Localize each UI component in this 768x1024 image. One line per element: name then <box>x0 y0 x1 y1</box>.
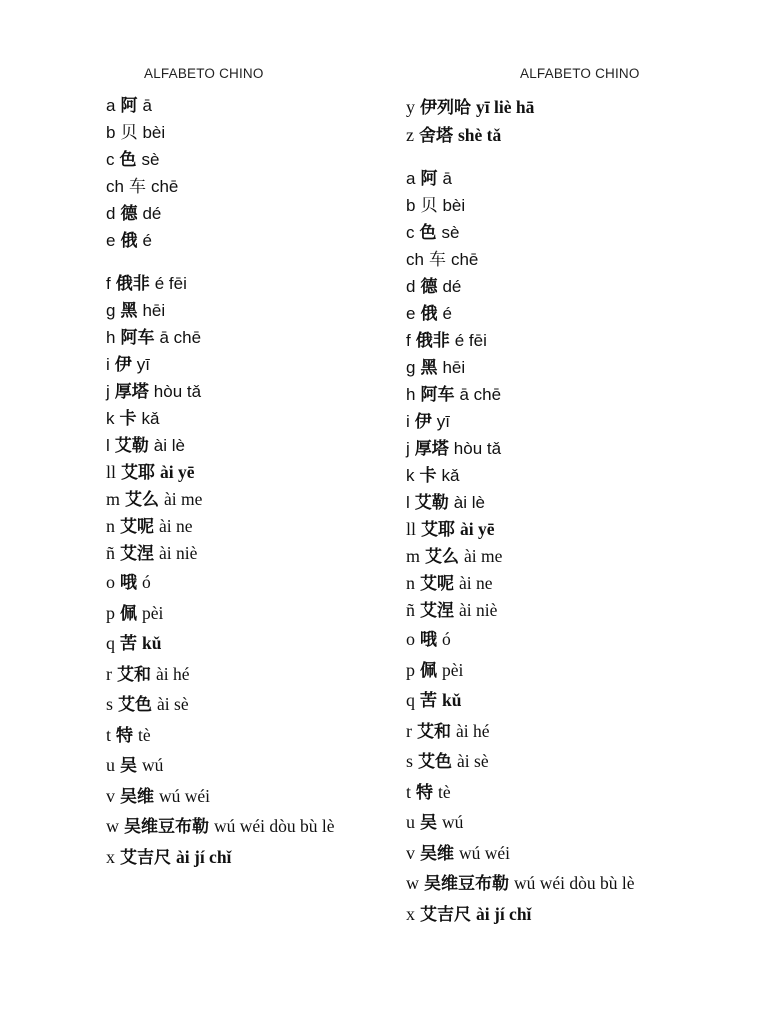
row-chinese-characters: 俄非 <box>115 274 150 294</box>
row-letter: s <box>406 751 414 771</box>
alphabet-row <box>406 381 706 408</box>
row-letter: l <box>406 493 410 512</box>
alphabet-row <box>406 92 706 122</box>
row-chinese-characters: 伊列哈 <box>420 98 471 118</box>
row-chinese-characters: 俄非 <box>415 331 450 351</box>
row-letter: q <box>106 633 115 653</box>
row-pinyin: hòu tǎ <box>453 439 502 458</box>
row-pinyin: wú wéi dòu bù lè <box>514 873 635 893</box>
row-chinese-characters: 色 <box>119 150 137 170</box>
row-chinese-characters: 俄 <box>120 231 138 251</box>
row-pinyin: é fēi <box>454 331 487 350</box>
alphabet-row <box>106 628 396 659</box>
row-letter: h <box>106 328 116 347</box>
row-letter: j <box>106 382 110 401</box>
alphabet-row <box>106 173 396 200</box>
row-pinyin: chē <box>450 250 479 269</box>
row-letter: t <box>406 781 412 802</box>
row-pinyin: ài hé <box>456 720 490 741</box>
row-pinyin: kǎ <box>141 409 160 428</box>
alphabet-row <box>106 405 396 432</box>
alphabet-row <box>406 354 706 381</box>
row-letter: n <box>406 573 415 593</box>
row-chinese-characters: 艾色 <box>418 752 453 772</box>
row-letter: ch <box>406 250 424 269</box>
row-letter: m <box>406 546 421 566</box>
right-title: ALFABETO CHINO <box>520 66 640 81</box>
row-letter: g <box>406 358 416 377</box>
row-letter: s <box>106 694 114 714</box>
row-letter: h <box>406 385 416 404</box>
row-chinese-characters: 车 <box>128 177 146 197</box>
row-chinese-characters: 苦 <box>420 691 437 711</box>
row-chinese-characters: 卡 <box>419 466 437 486</box>
row-chinese-characters: 吴维 <box>420 843 454 864</box>
row-pinyin: tè <box>438 781 451 802</box>
alphabet-row <box>406 777 706 808</box>
row-pinyin: hēi <box>442 358 466 377</box>
alphabet-row <box>106 119 396 146</box>
row-letter: b <box>406 196 416 215</box>
row-letter: y <box>406 97 415 117</box>
row-chinese-characters: 吴维豆布勒 <box>424 874 509 894</box>
row-letter: ñ <box>106 543 115 563</box>
row-chinese-characters: 阿 <box>120 96 138 116</box>
row-chinese-characters: 艾和 <box>117 664 151 685</box>
row-letter: o <box>106 572 115 592</box>
row-letter: p <box>106 602 115 623</box>
row-pinyin: pèi <box>442 659 464 680</box>
row-pinyin: bèi <box>142 123 166 142</box>
row-chinese-characters: 俄 <box>420 304 438 324</box>
row-chinese-characters: 厚塔 <box>414 439 449 459</box>
alphabet-row <box>406 624 706 655</box>
alphabet-row <box>106 750 396 781</box>
row-chinese-characters: 德 <box>420 277 438 297</box>
row-letter: z <box>406 125 414 145</box>
alphabet-row <box>406 597 706 624</box>
row-pinyin: ài jí chǐ <box>176 846 232 867</box>
row-chinese-characters: 厚塔 <box>114 382 149 402</box>
row-chinese-characters: 贝 <box>420 196 438 216</box>
row-chinese-characters: 艾耶 <box>121 463 156 483</box>
row-pinyin: sè <box>441 223 460 242</box>
row-chinese-characters: 吴维豆布勒 <box>124 817 209 837</box>
alphabet-row <box>406 327 706 354</box>
row-letter: p <box>406 659 415 680</box>
row-pinyin: é <box>142 231 152 250</box>
row-letter: ch <box>106 177 124 196</box>
alphabet-row <box>106 378 396 405</box>
alphabet-row <box>106 270 396 297</box>
alphabet-row <box>406 807 706 838</box>
row-chinese-characters: 特 <box>116 725 134 746</box>
row-chinese-characters: 卡 <box>119 409 137 429</box>
row-letter: i <box>106 355 110 374</box>
row-chinese-characters: 贝 <box>120 123 138 143</box>
row-pinyin: wú wéi <box>459 842 511 863</box>
row-pinyin: yī <box>436 412 451 431</box>
alphabet-row <box>106 459 396 486</box>
row-pinyin: chē <box>150 177 179 196</box>
row-pinyin: ài jí chǐ <box>476 903 532 924</box>
row-chinese-characters: 色 <box>419 223 437 243</box>
row-pinyin: hòu tǎ <box>153 382 202 401</box>
row-letter: n <box>106 516 115 536</box>
row-chinese-characters: 车 <box>428 250 446 270</box>
alphabet-row <box>106 567 396 598</box>
row-pinyin: ó <box>142 572 151 592</box>
row-pinyin: ài sè <box>457 751 489 771</box>
row-chinese-characters: 艾涅 <box>420 601 454 621</box>
row-pinyin: shè tǎ <box>458 125 502 145</box>
row-pinyin: ài yē <box>160 462 195 482</box>
alphabet-row <box>406 435 706 462</box>
row-chinese-characters: 佩 <box>420 660 437 681</box>
row-letter: v <box>406 842 415 863</box>
row-pinyin: hēi <box>142 301 166 320</box>
alphabet-row <box>406 543 706 570</box>
row-pinyin: kǔ <box>442 690 462 710</box>
row-pinyin: dé <box>442 277 462 296</box>
alphabet-row <box>106 540 396 567</box>
row-chinese-characters: 吴 <box>120 756 137 776</box>
row-pinyin: ó <box>442 629 451 649</box>
row-pinyin: bèi <box>442 196 466 215</box>
alphabet-row <box>406 570 706 597</box>
row-letter: j <box>406 439 410 458</box>
row-chinese-characters: 艾么 <box>425 547 460 567</box>
alphabet-row <box>406 655 706 686</box>
alphabet-row <box>406 462 706 489</box>
row-chinese-characters: 阿车 <box>120 328 155 348</box>
row-chinese-characters: 伊 <box>414 412 432 432</box>
row-letter: e <box>406 304 416 323</box>
row-chinese-characters: 艾呢 <box>120 517 154 537</box>
row-letter: w <box>406 873 419 893</box>
alphabet-row <box>106 811 396 842</box>
row-chinese-characters: 艾么 <box>125 490 160 510</box>
row-chinese-characters: 阿 <box>420 169 438 189</box>
row-chinese-characters: 苦 <box>120 634 137 654</box>
alphabet-row <box>406 408 706 435</box>
row-chinese-characters: 阿车 <box>420 385 455 405</box>
alphabet-row <box>406 489 706 516</box>
row-letter: u <box>406 812 415 832</box>
row-letter: a <box>106 96 116 115</box>
row-pinyin: ā chē <box>159 328 202 347</box>
alphabet-row <box>106 432 396 459</box>
row-letter: k <box>106 409 115 428</box>
row-pinyin: ài niè <box>159 543 198 563</box>
row-chinese-characters: 舍塔 <box>419 126 453 146</box>
row-chinese-characters: 艾吉尺 <box>420 904 471 925</box>
row-letter: k <box>406 466 415 485</box>
alphabet-row <box>106 146 396 173</box>
alphabet-row <box>406 192 706 219</box>
row-letter: f <box>406 331 411 350</box>
alphabet-row <box>406 300 706 327</box>
alphabet-row <box>406 685 706 716</box>
alphabet-row <box>106 659 396 690</box>
row-letter: t <box>106 724 112 745</box>
alphabet-row <box>106 351 396 378</box>
row-letter: r <box>106 663 112 684</box>
row-pinyin: ài sè <box>157 694 189 714</box>
row-chinese-characters: 哦 <box>120 573 137 593</box>
left-title: ALFABETO CHINO <box>144 66 264 81</box>
alphabet-row <box>406 165 706 192</box>
row-pinyin: pèi <box>142 602 164 623</box>
row-pinyin: ài lè <box>153 436 185 455</box>
row-pinyin: ài me <box>164 489 203 509</box>
row-chinese-characters: 艾色 <box>118 695 153 715</box>
row-pinyin: ā <box>442 169 452 188</box>
alphabet-row <box>106 297 396 324</box>
row-chinese-characters: 佩 <box>120 603 137 624</box>
row-pinyin: é <box>442 304 452 323</box>
alphabet-row <box>406 899 706 930</box>
alphabet-row <box>106 200 396 227</box>
alphabet-row <box>106 720 396 751</box>
alphabet-row <box>406 219 706 246</box>
row-letter: g <box>106 301 116 320</box>
row-pinyin: kǎ <box>441 466 460 485</box>
row-chinese-characters: 哦 <box>420 630 437 650</box>
row-letter: w <box>106 816 119 836</box>
row-chinese-characters: 黑 <box>420 358 438 378</box>
row-pinyin: sè <box>141 150 160 169</box>
row-pinyin: wú <box>442 812 464 832</box>
row-chinese-characters: 艾涅 <box>120 544 154 564</box>
row-pinyin: yī liè hā <box>476 97 535 117</box>
alphabet-row <box>106 486 396 513</box>
row-pinyin: wú wéi <box>159 785 211 806</box>
row-letter: u <box>106 755 115 775</box>
row-letter: c <box>406 223 415 242</box>
alphabet-row <box>406 868 706 899</box>
row-pinyin: ài hé <box>156 663 190 684</box>
row-pinyin: ā chē <box>459 385 502 404</box>
alphabet-row <box>406 746 706 777</box>
alphabet-row <box>106 227 396 270</box>
alphabet-row <box>406 273 706 300</box>
alphabet-row <box>406 716 706 747</box>
right-column <box>406 92 706 929</box>
row-chinese-characters: 德 <box>120 204 138 224</box>
row-chinese-characters: 艾勒 <box>114 436 149 456</box>
row-chinese-characters: 吴 <box>420 813 437 833</box>
row-chinese-characters: 艾吉尺 <box>120 847 171 868</box>
row-letter: i <box>406 412 410 431</box>
row-pinyin: é fēi <box>154 274 187 293</box>
row-chinese-characters: 伊 <box>114 355 132 375</box>
row-pinyin: dé <box>142 204 162 223</box>
row-letter: ñ <box>406 600 415 620</box>
row-pinyin: kǔ <box>142 633 162 653</box>
row-letter: f <box>106 274 111 293</box>
alphabet-row <box>106 513 396 540</box>
alphabet-row <box>406 516 706 543</box>
row-letter: c <box>106 150 115 169</box>
row-letter: m <box>106 489 121 509</box>
row-pinyin: tè <box>138 724 151 745</box>
row-pinyin: yī <box>136 355 151 374</box>
row-pinyin: ài lè <box>453 493 485 512</box>
row-pinyin: ài ne <box>459 573 493 593</box>
row-chinese-characters: 艾耶 <box>421 520 456 540</box>
row-pinyin: wú <box>142 755 164 775</box>
row-letter: v <box>106 785 115 806</box>
row-pinyin: ā <box>142 96 152 115</box>
alphabet-row <box>406 122 706 165</box>
alphabet-row <box>106 781 396 812</box>
row-letter: d <box>406 277 416 296</box>
row-pinyin: ài yē <box>460 519 495 539</box>
row-letter: a <box>406 169 416 188</box>
row-letter: l <box>106 436 110 455</box>
row-letter: e <box>106 231 116 250</box>
row-letter: o <box>406 629 415 649</box>
row-chinese-characters: 特 <box>416 782 434 803</box>
row-pinyin: wú wéi dòu bù lè <box>214 816 335 836</box>
row-letter: ll <box>106 462 117 482</box>
row-letter: b <box>106 123 116 142</box>
alphabet-row <box>106 92 396 119</box>
row-chinese-characters: 黑 <box>120 301 138 321</box>
alphabet-row <box>106 842 396 873</box>
alphabet-row <box>106 324 396 351</box>
row-pinyin: ài niè <box>459 600 498 620</box>
row-letter: q <box>406 690 415 710</box>
alphabet-row <box>106 598 396 629</box>
row-chinese-characters: 艾和 <box>417 721 451 742</box>
row-letter: ll <box>406 519 417 539</box>
alphabet-row <box>406 838 706 869</box>
row-letter: x <box>406 903 415 924</box>
row-chinese-characters: 吴维 <box>120 786 154 807</box>
row-letter: r <box>406 720 412 741</box>
row-pinyin: ài me <box>464 546 503 566</box>
row-pinyin: ài ne <box>159 516 193 536</box>
row-chinese-characters: 艾勒 <box>414 493 449 513</box>
alphabet-row <box>406 246 706 273</box>
row-letter: d <box>106 204 116 223</box>
left-column <box>106 92 396 872</box>
alphabet-row <box>106 689 396 720</box>
row-letter: x <box>106 846 115 867</box>
row-chinese-characters: 艾呢 <box>420 574 454 594</box>
